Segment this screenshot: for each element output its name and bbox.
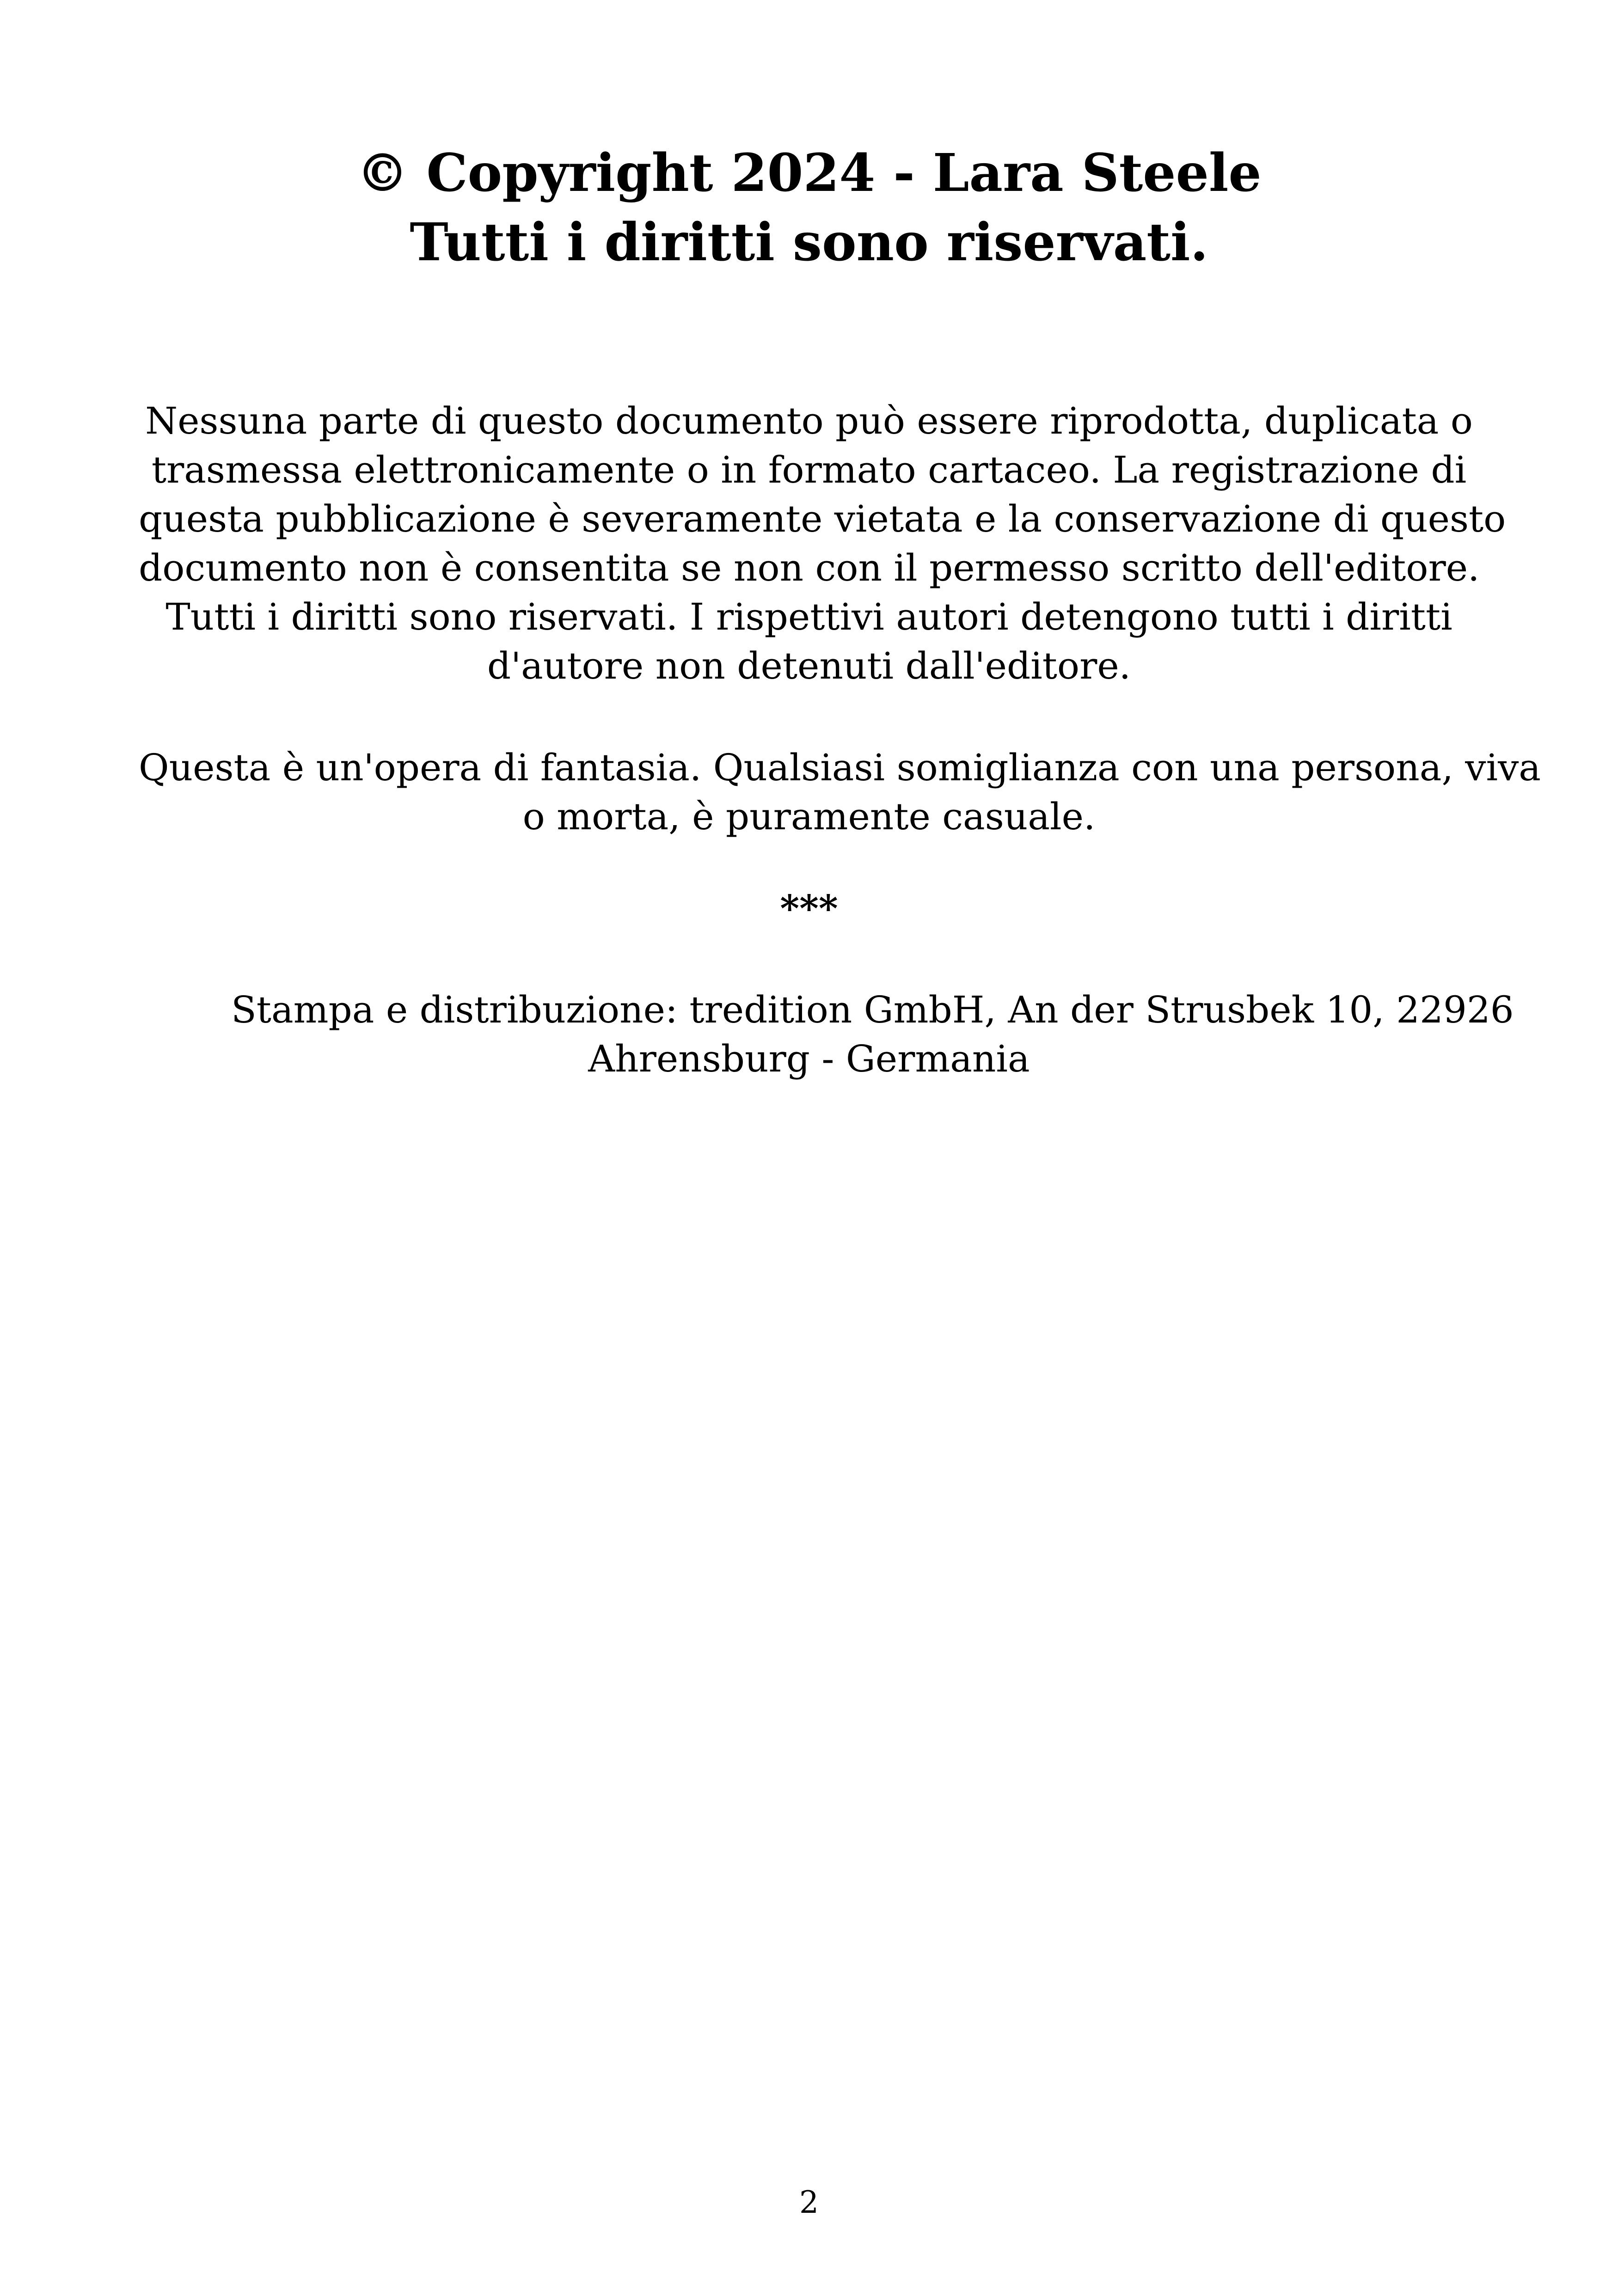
rights-reserved-title-line: Tutti i diritti sono riservati.	[410, 212, 1208, 273]
paragraph-line: Nessuna parte di questo documento può essere riprodotta, duplicata o	[145, 399, 1473, 442]
paragraph-line: Tutti i diritti sono riservati. I rispettivi autori detengono tutti i diritti	[165, 595, 1453, 638]
copyright-title	[0, 139, 1618, 277]
paragraph-line: d'autore non detenuti dall'editore.	[487, 644, 1131, 687]
printer-info-line: Ahrensburg - Germania	[588, 1037, 1030, 1080]
section-separator: ***	[780, 887, 838, 930]
paragraph-line: trasmessa elettronicamente o in formato cartaceo. La registrazione di	[151, 448, 1467, 491]
paragraph-line: Questa è un'opera di fantasia. Qualsiasi somiglianza con una persona, viva	[139, 746, 1541, 789]
paragraph-line: documento non è consentita se non con il permesso scritto dell'editore.	[139, 546, 1480, 589]
paragraph-line: questa pubblicazione è severamente vietata e la conservazione di questo	[139, 497, 1506, 540]
printer-info	[139, 986, 1514, 1084]
copyright-notice-paragraph	[139, 397, 1506, 691]
paragraph-line: o morta, è puramente casuale.	[522, 795, 1096, 838]
printer-info-line: Stampa e distribuzione: tredition GmbH, An der Strusbek 10, 22926	[231, 988, 1514, 1031]
page-number: 2	[799, 2185, 819, 2220]
copyright-title-line: © Copyright 2024 - Lara Steele	[356, 143, 1262, 203]
fiction-disclaimer-paragraph	[139, 743, 1541, 841]
